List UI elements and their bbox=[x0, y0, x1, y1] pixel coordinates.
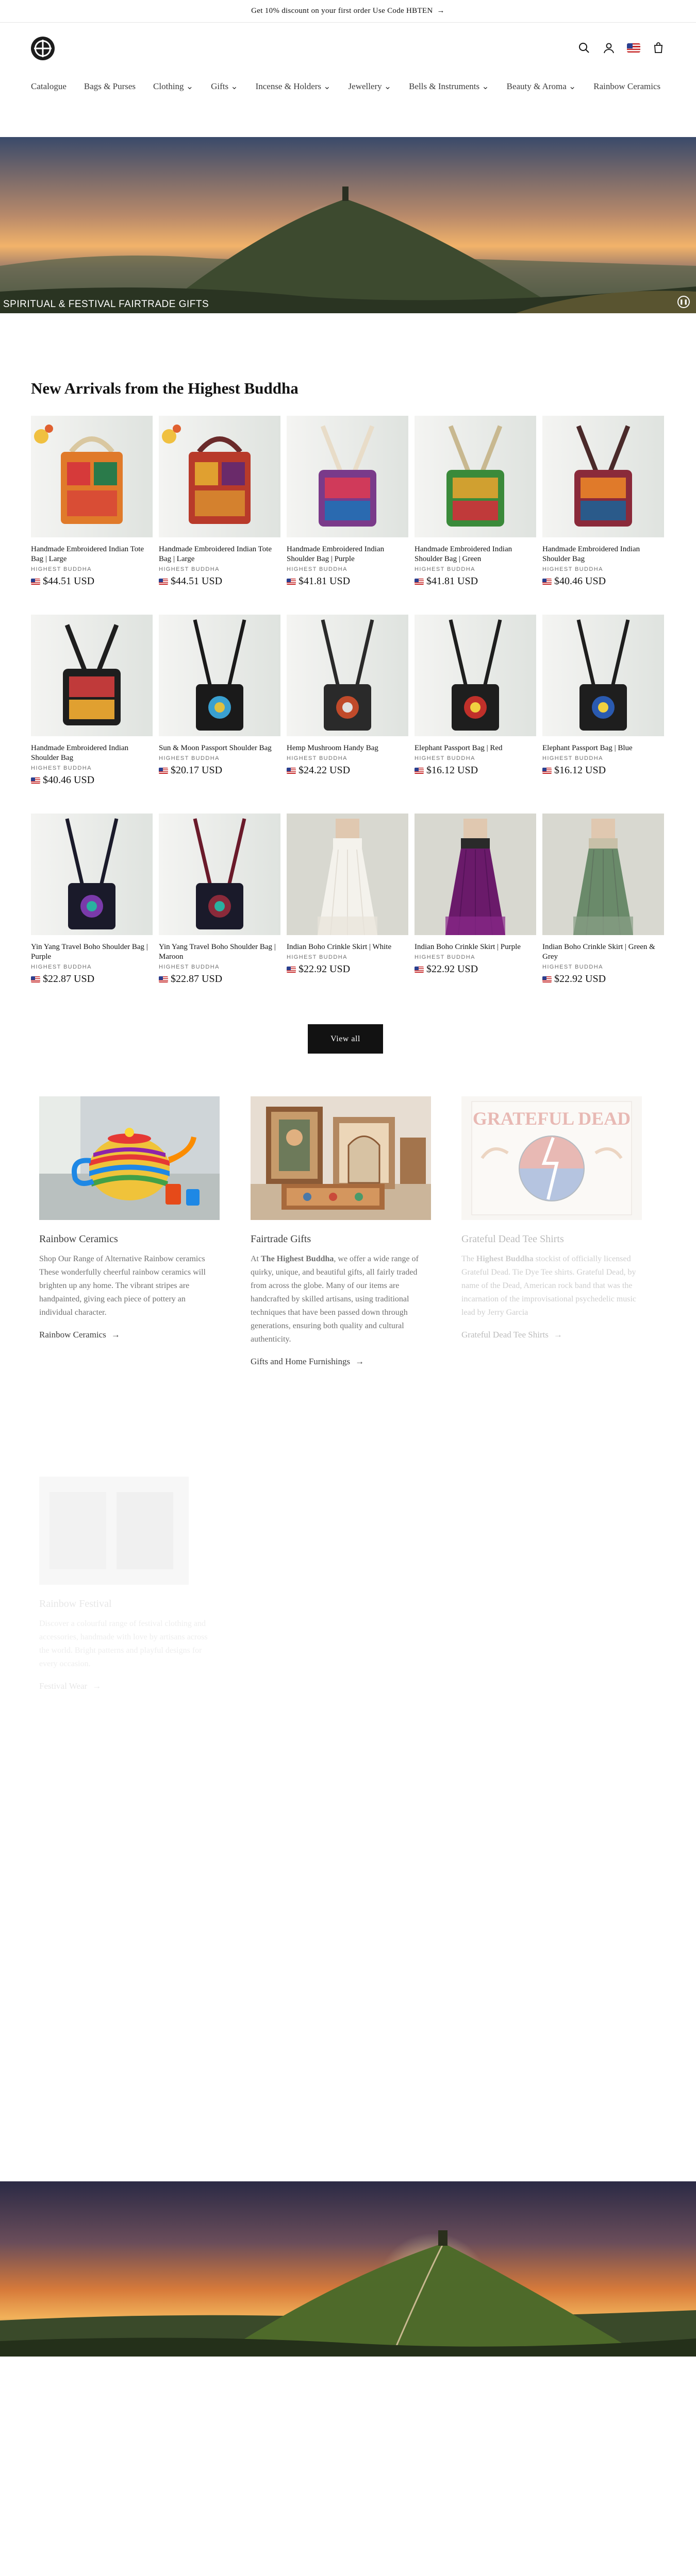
collection-card-fairtrade-gifts[interactable] bbox=[251, 1096, 431, 1367]
product-price: $22.87 USD bbox=[31, 973, 153, 985]
collection-link[interactable]: Grateful Dead Tee Shirts → bbox=[461, 1330, 562, 1340]
product-card[interactable] bbox=[159, 814, 280, 1012]
nav-item-beauty[interactable]: Beauty & Aroma ⌄ bbox=[506, 81, 576, 91]
product-price: $22.92 USD bbox=[287, 963, 408, 975]
collection-title: Rainbow Ceramics bbox=[39, 1233, 118, 1245]
product-card[interactable] bbox=[287, 615, 408, 814]
collection-description: Shop Our Range of Alternative Rainbow ceramics These wonderfully cheerful rainbow ceramics will brighten up any home. The vibrant stripes are handpainted, giving each piece of pottery an individual character. bbox=[39, 1255, 206, 1317]
product-image[interactable] bbox=[415, 814, 536, 935]
fairtrade-gifts-image bbox=[251, 1096, 431, 1220]
product-vendor: HIGHEST BUDDHA bbox=[287, 566, 347, 572]
arrow-right-icon: → bbox=[437, 7, 445, 15]
collection-title: Rainbow Festival bbox=[39, 1598, 112, 1609]
product-image[interactable] bbox=[31, 416, 153, 537]
chevron-down-icon: ⌄ bbox=[230, 81, 238, 91]
collection-card-grateful-dead[interactable] bbox=[461, 1096, 642, 1340]
new-arrivals-title: New Arrivals from the Highest Buddha bbox=[31, 379, 299, 397]
product-card[interactable] bbox=[159, 615, 280, 814]
collection-card-rainbow-ceramics[interactable] bbox=[39, 1096, 220, 1340]
product-price: $24.22 USD bbox=[287, 765, 408, 776]
product-card[interactable] bbox=[415, 615, 536, 814]
nav-item-jewellery[interactable]: Jewellery ⌄ bbox=[348, 81, 392, 91]
nav-item-incense[interactable]: Incense & Holders ⌄ bbox=[255, 81, 331, 91]
product-card[interactable] bbox=[31, 416, 153, 615]
rainbow-teapot-image bbox=[39, 1096, 220, 1220]
product-price: $44.51 USD bbox=[31, 575, 153, 587]
us-flag-icon bbox=[287, 768, 296, 774]
nav-item-bells[interactable]: Bells & Instruments ⌄ bbox=[409, 81, 489, 91]
product-vendor: HIGHEST BUDDHA bbox=[287, 954, 347, 960]
product-card[interactable] bbox=[542, 615, 664, 814]
pause-slideshow-icon[interactable]: ❚❚ bbox=[677, 296, 690, 308]
us-flag-icon bbox=[159, 579, 168, 585]
product-image[interactable] bbox=[159, 615, 280, 736]
product-name[interactable]: Indian Boho Crinkle Skirt | White bbox=[287, 943, 392, 951]
hero-caption: SPIRITUAL & FESTIVAL FAIRTRADE GIFTS bbox=[3, 299, 209, 310]
product-image[interactable] bbox=[159, 814, 280, 935]
announcement-bar[interactable] bbox=[0, 0, 696, 23]
us-flag-icon bbox=[31, 976, 40, 982]
product-price: $41.81 USD bbox=[287, 575, 408, 587]
product-vendor: HIGHEST BUDDHA bbox=[542, 755, 603, 761]
collection-card-festival[interactable] bbox=[39, 1477, 220, 1691]
account-icon[interactable] bbox=[602, 41, 616, 55]
product-card[interactable] bbox=[31, 615, 153, 814]
us-flag-icon bbox=[31, 579, 40, 585]
product-price: $40.46 USD bbox=[542, 575, 664, 587]
product-vendor: HIGHEST BUDDHA bbox=[159, 964, 220, 970]
product-image[interactable] bbox=[287, 615, 408, 736]
product-grid bbox=[31, 416, 665, 1012]
product-vendor: HIGHEST BUDDHA bbox=[415, 954, 475, 960]
product-image[interactable] bbox=[287, 416, 408, 537]
product-image[interactable] bbox=[31, 615, 153, 736]
product-card[interactable] bbox=[542, 814, 664, 1012]
collection-title: Fairtrade Gifts bbox=[251, 1233, 311, 1245]
product-vendor: HIGHEST BUDDHA bbox=[415, 755, 475, 761]
announcement-text[interactable]: Get 10% discount on your first order Use Code HBTEN bbox=[251, 7, 433, 15]
product-vendor: HIGHEST BUDDHA bbox=[159, 566, 220, 572]
product-name[interactable]: Indian Boho Crinkle Skirt | Purple bbox=[415, 943, 521, 951]
product-card[interactable] bbox=[159, 416, 280, 615]
nav-item-rainbow-ceramics[interactable]: Rainbow Ceramics bbox=[593, 81, 661, 91]
product-card[interactable] bbox=[287, 416, 408, 615]
festival-image bbox=[39, 1477, 220, 1585]
nav-item-catalogue[interactable]: Catalogue bbox=[31, 81, 67, 91]
product-vendor: HIGHEST BUDDHA bbox=[542, 964, 603, 970]
hero-landscape-image bbox=[0, 137, 696, 313]
product-price: $22.92 USD bbox=[542, 973, 664, 985]
us-flag-icon bbox=[31, 777, 40, 784]
product-card[interactable] bbox=[415, 416, 536, 615]
collection-description: At The Highest Buddha, we offer a wide range of quirky, unique, and beautiful gifts, all fairly traded from across the globe. Many of our items are handcrafted by skilled artisans, using traditional techniques that have been passed down through generations, ensuring both quality and cultural authenticity. bbox=[251, 1255, 419, 1344]
arrow-right-icon: → bbox=[111, 1330, 120, 1340]
product-vendor: HIGHEST BUDDHA bbox=[31, 765, 92, 771]
product-name[interactable]: Elephant Passport Bag | Red bbox=[415, 744, 503, 752]
product-vendor: HIGHEST BUDDHA bbox=[415, 566, 475, 572]
us-flag-icon bbox=[542, 768, 552, 774]
product-image[interactable] bbox=[31, 814, 153, 935]
main-nav bbox=[0, 74, 696, 99]
product-name[interactable]: Hemp Mushroom Handy Bag bbox=[287, 744, 378, 752]
tor-sunset-image bbox=[0, 2181, 696, 2357]
arrow-right-icon: → bbox=[355, 1357, 364, 1366]
header-icons bbox=[577, 41, 665, 55]
site-header bbox=[0, 23, 696, 74]
nav-item-gifts[interactable]: Gifts ⌄ bbox=[211, 81, 238, 91]
product-price: $44.51 USD bbox=[159, 575, 280, 587]
country-flag-icon[interactable] bbox=[627, 41, 640, 55]
arrow-right-icon: → bbox=[92, 1681, 102, 1691]
product-name[interactable]: Handmade Embroidered Indian Shoulder Bag | Purple bbox=[287, 545, 385, 563]
product-price: $16.12 USD bbox=[542, 765, 664, 776]
footer-landscape-banner bbox=[0, 2181, 696, 2357]
cart-icon[interactable] bbox=[652, 41, 665, 55]
us-flag-icon bbox=[415, 579, 424, 585]
product-name[interactable]: Handmade Embroidered Indian Shoulder Bag bbox=[31, 744, 129, 762]
product-name[interactable]: Indian Boho Crinkle Skirt | Green & Grey bbox=[542, 943, 655, 961]
product-vendor: HIGHEST BUDDHA bbox=[31, 566, 92, 572]
product-name[interactable]: Handmade Embroidered Indian Shoulder Bag bbox=[542, 545, 640, 563]
product-price: $20.17 USD bbox=[159, 765, 280, 776]
us-flag-icon bbox=[287, 579, 296, 585]
collection-link[interactable]: Gifts and Home Furnishings → bbox=[251, 1357, 364, 1366]
product-image[interactable] bbox=[415, 416, 536, 537]
collection-description: Discover a colourful range of festival clothing and accessories, handmade with love by artisans across the world. Bright patterns and playful designs for every occasion. bbox=[39, 1619, 208, 1668]
product-vendor: HIGHEST BUDDHA bbox=[542, 566, 603, 572]
collection-link[interactable]: Rainbow Ceramics → bbox=[39, 1330, 120, 1340]
product-price: $22.87 USD bbox=[159, 973, 280, 985]
us-flag-icon bbox=[542, 579, 552, 585]
grateful-dead-logo-text: GRATEFUL DEAD bbox=[472, 1108, 631, 1129]
us-flag-icon bbox=[159, 768, 168, 774]
product-name[interactable]: Elephant Passport Bag | Blue bbox=[542, 744, 633, 752]
chevron-down-icon: ⌄ bbox=[569, 81, 576, 91]
collection-link[interactable]: Festival Wear → bbox=[39, 1681, 102, 1691]
product-card[interactable] bbox=[542, 416, 664, 615]
nav-item-clothing[interactable]: Clothing ⌄ bbox=[153, 81, 194, 91]
product-vendor: HIGHEST BUDDHA bbox=[159, 755, 220, 761]
product-price: $22.92 USD bbox=[415, 963, 536, 975]
collection-title: Grateful Dead Tee Shirts bbox=[461, 1233, 564, 1245]
product-image[interactable] bbox=[542, 615, 664, 736]
arrow-right-icon: → bbox=[553, 1330, 562, 1340]
product-name[interactable]: Handmade Embroidered Indian Tote Bag | Large bbox=[159, 545, 272, 563]
product-card[interactable] bbox=[31, 814, 153, 1012]
chevron-down-icon: ⌄ bbox=[323, 81, 331, 91]
product-name[interactable]: Handmade Embroidered Indian Tote Bag | Large bbox=[31, 545, 144, 563]
hero-banner[interactable] bbox=[0, 137, 696, 313]
product-card[interactable] bbox=[415, 814, 536, 1012]
product-image[interactable] bbox=[542, 814, 664, 935]
chevron-down-icon: ⌄ bbox=[482, 81, 489, 91]
product-image[interactable] bbox=[159, 416, 280, 537]
nav-item-bags[interactable]: Bags & Purses bbox=[84, 81, 136, 91]
product-vendor: HIGHEST BUDDHA bbox=[31, 964, 92, 970]
us-flag-icon bbox=[287, 967, 296, 973]
product-name[interactable]: Sun & Moon Passport Shoulder Bag bbox=[159, 744, 272, 752]
collection-description: The Highest Buddha stockist of officially licensed Grateful Dead. Tie Dye Tee shirts. Grateful Dead, by name of the Dead, American rock band that was the incarnation of the improvisational psychedelic music lead by Jerry Garcia bbox=[461, 1255, 637, 1317]
product-name[interactable]: Yin Yang Travel Boho Shoulder Bag | Purple bbox=[31, 943, 148, 961]
product-price: $40.46 USD bbox=[31, 774, 153, 786]
us-flag-icon bbox=[415, 967, 424, 973]
product-price: $41.81 USD bbox=[415, 575, 536, 587]
product-card[interactable] bbox=[287, 814, 408, 1012]
highest-buddha-logo[interactable] bbox=[31, 37, 55, 60]
product-price: $16.12 USD bbox=[415, 765, 536, 776]
product-name[interactable]: Yin Yang Travel Boho Shoulder Bag | Maroon bbox=[159, 943, 276, 961]
us-flag-icon bbox=[415, 768, 424, 774]
grateful-dead-image bbox=[461, 1096, 642, 1220]
us-flag-icon bbox=[159, 976, 168, 982]
us-flag-icon bbox=[542, 976, 552, 982]
product-vendor: HIGHEST BUDDHA bbox=[287, 755, 347, 761]
product-name[interactable]: Handmade Embroidered Indian Shoulder Bag | Green bbox=[415, 545, 512, 563]
product-image[interactable] bbox=[415, 615, 536, 736]
chevron-down-icon: ⌄ bbox=[186, 81, 194, 91]
product-image[interactable] bbox=[542, 416, 664, 537]
chevron-down-icon: ⌄ bbox=[384, 81, 392, 91]
view-all-button[interactable]: View all bbox=[308, 1024, 383, 1054]
search-icon[interactable] bbox=[577, 41, 591, 55]
product-image[interactable] bbox=[287, 814, 408, 935]
